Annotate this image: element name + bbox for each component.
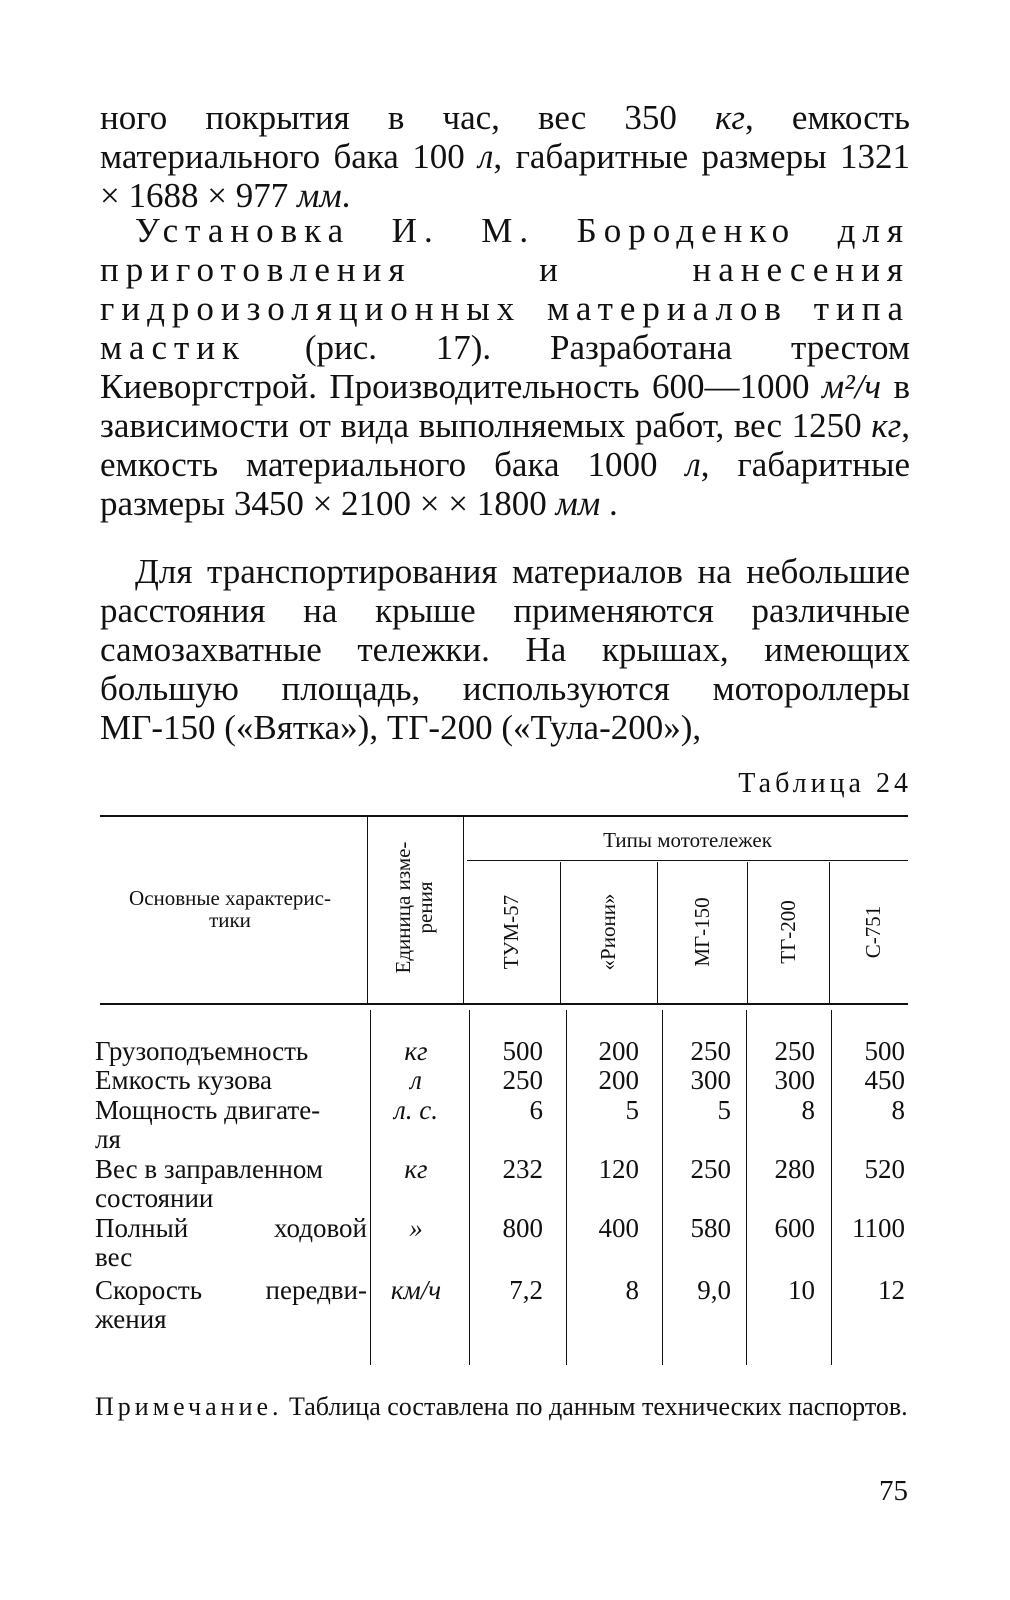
row-value-tum57: 500 bbox=[502, 1036, 543, 1066]
row-value-mg150: 250 bbox=[690, 1036, 731, 1066]
row-value-rioni: 8 bbox=[625, 1275, 639, 1305]
p2-unit-kg: кг bbox=[871, 406, 902, 445]
row-value-tg200: 280 bbox=[774, 1154, 815, 1184]
row-value-mg150: 5 bbox=[717, 1095, 731, 1125]
p1-unit-kg: кг bbox=[715, 98, 746, 137]
paragraph-1 bbox=[100, 98, 910, 215]
row-value-s751: 520 bbox=[864, 1154, 905, 1184]
p2-unit-l: л bbox=[685, 445, 701, 484]
row-label-line2: жения bbox=[95, 1304, 167, 1334]
row-unit: кг bbox=[404, 1036, 428, 1066]
header-divider-4 bbox=[657, 862, 658, 1005]
header-divider-3 bbox=[560, 862, 561, 1005]
p2-text-d: , габаритные размеры 3450 × 2100 × × 1800 bbox=[100, 445, 910, 523]
p1-text-d: . bbox=[341, 176, 351, 215]
row-value-rioni: 400 bbox=[598, 1213, 639, 1243]
row-value-s751: 8 bbox=[891, 1095, 905, 1125]
table-caption: Таблица 24 bbox=[738, 768, 912, 799]
row-value-tum57: 250 bbox=[502, 1065, 543, 1095]
row-value-mg150: 250 bbox=[690, 1154, 731, 1184]
p1-text-a: ного покрытия в час, вес 350 bbox=[100, 98, 716, 137]
row-unit: кг bbox=[404, 1154, 428, 1184]
row-value-s751: 500 bbox=[864, 1036, 905, 1066]
p2-text-b: в зависимости от вида выполняемых работ, вес 1250 bbox=[100, 367, 911, 445]
table-top-rule bbox=[100, 815, 908, 817]
header-divider-2 bbox=[463, 815, 464, 1005]
p2-spaced-title: Установка И. М. Бороденко для приготовления и нанесения гидроизоляционных материалов типа мастик bbox=[100, 211, 910, 367]
row-value-s751: 1100 bbox=[852, 1213, 905, 1243]
header-type-mg150: МГ-150 bbox=[690, 897, 714, 967]
row-label bbox=[95, 1037, 367, 1066]
row-label-line1: Вес в заправленном bbox=[95, 1154, 323, 1184]
row-unit: л. с. bbox=[393, 1095, 438, 1125]
note-text: Таблица составлена по данным технических паспортов. bbox=[282, 1392, 908, 1421]
row-value-rioni: 120 bbox=[598, 1154, 639, 1184]
row-label-line1: Мощность двигате- bbox=[95, 1095, 321, 1125]
page-number: 75 bbox=[879, 1475, 908, 1507]
row-value-tum57: 232 bbox=[502, 1154, 543, 1184]
header-unit bbox=[392, 820, 436, 995]
row-value-tg200: 8 bbox=[801, 1095, 815, 1125]
row-unit: л bbox=[410, 1065, 422, 1095]
row-value-mg150: 300 bbox=[690, 1065, 731, 1095]
row-value-tum57: 7,2 bbox=[509, 1275, 543, 1305]
table-note bbox=[95, 1392, 910, 1422]
header-characteristics-line1: Основные характерис- bbox=[129, 886, 331, 910]
header-group: Типы мототележек bbox=[603, 828, 772, 852]
body-divider-1 bbox=[370, 1010, 371, 1365]
p1-unit-l: л bbox=[478, 137, 494, 176]
p2-text-e: . bbox=[600, 484, 618, 523]
table-header-bottom-rule bbox=[100, 1003, 908, 1005]
header-characteristics-line2: тики bbox=[209, 908, 251, 932]
paragraph-2 bbox=[100, 211, 910, 523]
row-label bbox=[95, 1214, 367, 1272]
header-unit-line2: рения bbox=[413, 881, 437, 934]
row-value-tg200: 250 bbox=[774, 1036, 815, 1066]
row-label-line2: вес bbox=[95, 1242, 133, 1272]
p2-unit-m2h: м²/ч bbox=[821, 367, 882, 406]
row-value-s751: 12 bbox=[878, 1275, 905, 1305]
header-unit-line1: Единица изме- bbox=[391, 841, 415, 974]
p2-text-a: (рис. 17). Разработана трестом Киеворгстрой. Производительность 600—1000 bbox=[100, 328, 910, 406]
row-value-tg200: 10 bbox=[788, 1275, 815, 1305]
row-value-rioni: 200 bbox=[598, 1065, 639, 1095]
row-label-line2: ля bbox=[95, 1124, 121, 1154]
row-unit: » bbox=[409, 1213, 423, 1243]
row-value-tg200: 600 bbox=[774, 1213, 815, 1243]
p2-text-c: , емкость материального бака 1000 bbox=[100, 406, 910, 484]
note-label: Примечание. bbox=[95, 1392, 283, 1421]
row-value-s751: 450 bbox=[864, 1065, 905, 1095]
p1-unit-mm: мм bbox=[296, 176, 342, 215]
row-label-line1: Грузоподъемность bbox=[95, 1036, 309, 1066]
row-value-tum57: 6 bbox=[529, 1095, 543, 1125]
row-label-line2: состоянии bbox=[95, 1183, 214, 1213]
p1-text-b: , емкость материального бака 100 bbox=[100, 98, 910, 176]
row-value-mg150: 9,0 bbox=[697, 1275, 731, 1305]
header-divider-5 bbox=[747, 862, 748, 1005]
paragraph-3: Для транспортирования материалов на небольшие расстояния на крыше применяются различные самозахватные тележки. На крышах, имеющих большую площадь, используются мотороллеры МГ-150 («Вятка»), ТГ-200 («Тула-200»), bbox=[100, 552, 910, 747]
row-label bbox=[95, 1276, 367, 1334]
header-characteristics bbox=[95, 887, 365, 931]
row-label-line1: Скорость передви- bbox=[95, 1275, 367, 1305]
row-value-mg150: 580 bbox=[690, 1213, 731, 1243]
p2-unit-mm: мм bbox=[555, 484, 601, 523]
header-type-s751: С-751 bbox=[861, 905, 885, 959]
header-type-rioni: «Риони» bbox=[596, 893, 620, 971]
row-label bbox=[95, 1096, 367, 1154]
p1-text-c: , габаритные размеры 1321 × 1688 × 977 bbox=[100, 137, 910, 215]
row-label bbox=[95, 1066, 367, 1095]
row-label-line1: Емкость кузова bbox=[95, 1065, 272, 1095]
header-divider-1 bbox=[367, 815, 368, 1005]
header-type-tg200: ТГ-200 bbox=[776, 900, 800, 964]
row-value-tum57: 800 bbox=[502, 1213, 543, 1243]
table-group-rule bbox=[467, 860, 908, 861]
header-type-tum57: ТУМ-57 bbox=[499, 894, 523, 970]
row-label-line1: Полный ходовой bbox=[95, 1213, 367, 1243]
row-value-tg200: 300 bbox=[774, 1065, 815, 1095]
row-value-rioni: 200 bbox=[598, 1036, 639, 1066]
header-divider-6 bbox=[829, 862, 830, 1005]
row-value-rioni: 5 bbox=[625, 1095, 639, 1125]
row-unit: км/ч bbox=[390, 1275, 442, 1305]
row-label bbox=[95, 1155, 367, 1213]
